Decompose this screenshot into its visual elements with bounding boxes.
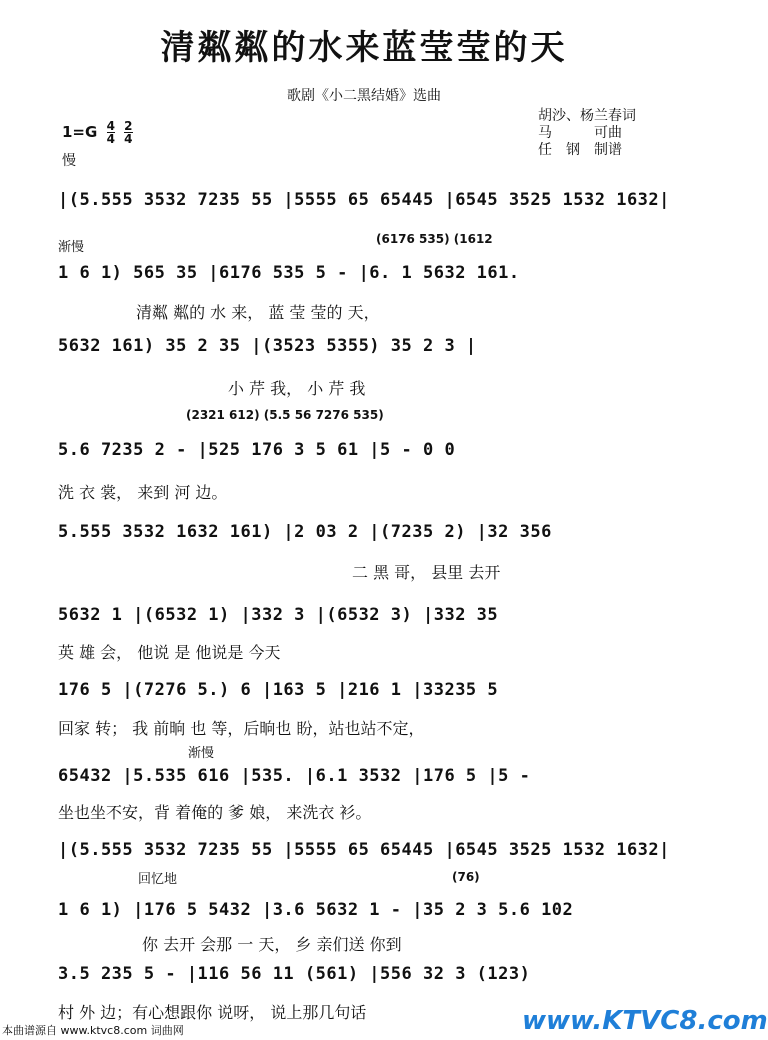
ts2-bottom: 4 [124,132,133,146]
line-7-mark: 渐慢 [188,746,215,761]
line-3-grace: (2321 612) (5.5 56 7276 535) [186,408,384,422]
credit-lyricist: 胡沙、杨兰春词 [538,108,636,124]
line-1-lyrics: 清粼 粼的 水 来， 蓝 莹 莹的 天， [136,303,380,322]
line-4-notes: 5.555 3532 1632 161) |2 03 2 |(7235 2) |32 356 [58,522,552,542]
line-1-notes: 1 6 1) 565 35 |6176 535 5 - |6. 1 5632 161. [58,263,520,283]
line-0-notes: |(5.555 3532 7235 55 |5555 65 65445 |6545 3525 1532 1632| [58,190,670,210]
line-5-notes: 5632 1 |(6532 1) |332 3 |(6532 3) |332 35 [58,605,499,625]
song-title: 清粼粼的水来蓝莹莹的天 [160,28,568,68]
ts1-top: 4 [106,119,115,133]
line-9-mark: 回忆地 [138,872,178,887]
line-10-notes: 3.5 235 5 - |116 56 11 (561) |556 32 3 (123) [58,964,531,984]
tempo-mark: 慢 [62,153,76,169]
key-label: 1=G [62,123,98,141]
line-8-notes: |(5.555 3532 7235 55 |5555 65 65445 |6545 3525 1532 1632| [58,840,670,860]
song-subtitle: 歌剧《小二黑结婚》选曲 [287,88,441,104]
credit-composer: 马 可曲 [538,125,622,141]
footer-watermark: www.KTVC8.com [522,1006,768,1036]
line-3-lyrics: 洗 衣 裳， 来到 河 边。 [58,483,228,502]
line-9-grace: (76) [452,870,480,884]
footer-source: 本曲谱源自 www.ktvc8.com 词曲网 [2,1024,184,1037]
line-7-lyrics: 坐也坐不安，背 着俺的 爹 娘， 来洗衣 衫。 [58,803,372,822]
ts1-bottom: 4 [106,132,115,146]
line-3-notes: 5.6 7235 2 - |525 176 3 5 61 |5 - 0 0 [58,440,456,460]
line-10-lyrics: 村 外 边；有心想跟你 说呀， 说上那几句话 [58,1003,367,1022]
line-6-notes: 176 5 |(7276 5.) 6 |163 5 |216 1 |33235 5 [58,680,499,700]
line-2-notes: 5632 161) 35 2 35 |(3523 5355) 35 2 3 | [58,336,477,356]
line-4-lyrics: 二 黑 哥， 县里 去开 [352,563,501,582]
line-1-grace: (6176 535) (1612 [376,232,493,246]
line-6-lyrics: 回家 转； 我 前晌 也 等，后晌也 盼，站也站不定， [58,719,425,738]
line-7-notes: 65432 |5.535 616 |535. |6.1 3532 |176 5 |5 - [58,766,531,786]
time-signature-1 [107,120,115,145]
time-signature-2 [124,120,132,145]
line-1-mark: 渐慢 [58,240,85,255]
line-5-lyrics: 英 雄 会， 他说 是 他说是 今天 [58,643,281,662]
credit-arranger: 任 钢 制谱 [538,142,622,158]
line-9-lyrics: 你 去开 会那 一 天， 乡 亲们送 你到 [142,935,402,954]
line-2-lyrics: 小 芹 我， 小 芹 我 [228,379,366,398]
line-9-notes: 1 6 1) |176 5 5432 |3.6 5632 1 - |35 2 3 5.6 102 [58,900,574,920]
credits [538,108,636,159]
key-signature [62,120,133,145]
ts2-top: 2 [124,119,133,133]
